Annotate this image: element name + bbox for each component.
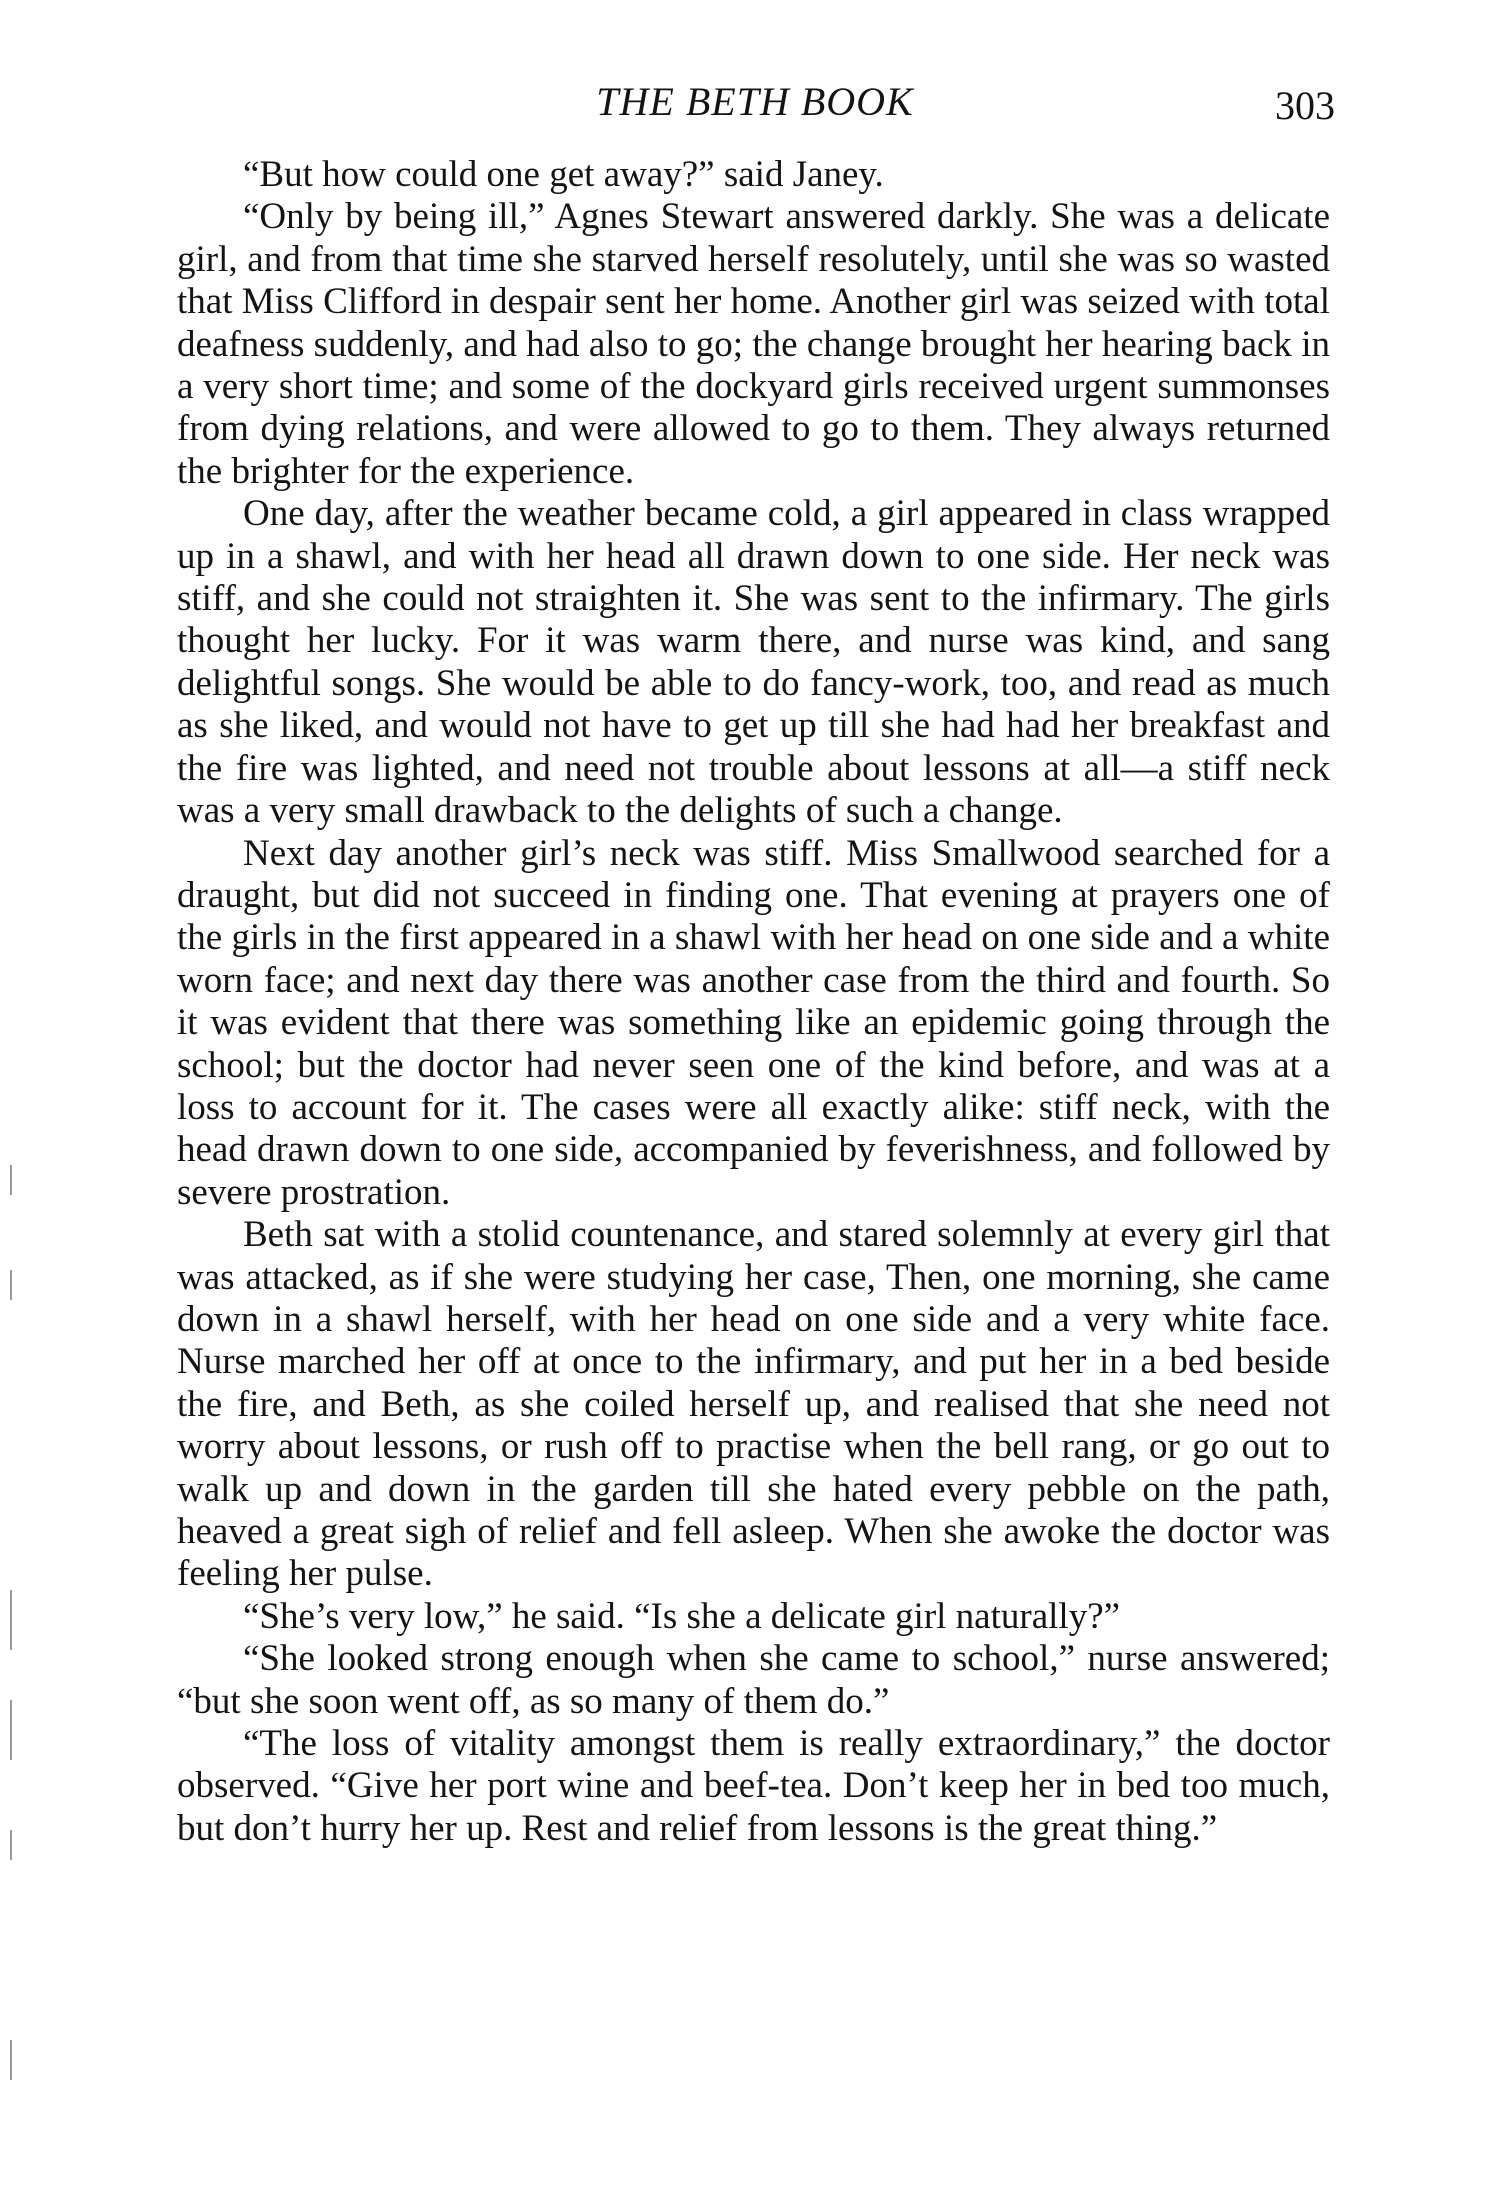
scan-edge-mark	[10, 1590, 12, 1650]
paragraph: “But how could one get away?” said Janey.	[243, 154, 884, 195]
paragraph: “She’s very low,” he said. “Is she a delicate girl naturally?”	[243, 1595, 1121, 1637]
scan-edge-mark	[10, 1270, 12, 1300]
paragraph: One day, after the weather became cold, a girl appeared in class wrapped up in a shawl, and with her head all drawn down to one side. Her neck was stiff, and she could not straighten it. She was sent to the infirmary. The girls thought her lucky. For it was warm there, and nurse was kind, and sang delightful songs. She would be able to do fancy-work, too, and read as much as she liked, and would not have to get up till she had had her breakfast and the fire was lighted, and need not trouble about lessons at all—a stiff neck was a very small drawback to the delights of such a change.	[177, 493, 1330, 832]
running-head	[175, 72, 1335, 132]
paragraph: Beth sat with a stolid countenance, and stared solemnly at every girl that was attacked, as if she were studying her case, Then, one morning, she came down in a shawl herself, with her head on one side and a very white face. Nurse marched her off at once to the infirmary, and put her in a bed beside the fire, and Beth, as she coiled herself up, and realised that she need not worry about lessons, or rush off to practise when the bell rang, or go out to walk up and down in the garden till she hated every pebble on the path, heaved a great sigh of relief and fell asleep. When she awoke the doctor was feeling her pulse.	[177, 1214, 1330, 1595]
body-text	[177, 154, 1330, 1850]
scan-edge-mark	[10, 2040, 12, 2080]
paragraph: Next day another girl’s neck was stiff. Miss Smallwood searched for a draught, but did not succeed in finding one. That evening at prayers one of the girls in the first appeared in a shawl with her head on one side and a white worn face; and next day there was another case from the third and fourth. So it was evident that there was something like an epidemic going through the school; but the doctor had never seen one of the kind before, and was at a loss to account for it. The cases were all exactly alike: stiff neck, with the head drawn down to one side, accompanied by feverishness, and followed by severe prostration.	[177, 832, 1330, 1213]
page-number: 303	[1275, 83, 1335, 128]
scan-edge-mark	[10, 1165, 12, 1195]
paragraph: “Only by being ill,” Agnes Stewart answered darkly. She was a delicate girl, and from that time she starved herself resolutely, until she was so wasted that Miss Clifford in despair sent her home. Another girl was seized with total deafness suddenly, and had also to go; the change brought her hearing back in a very short time; and some of the dockyard girls received urgent summonses from dying relations, and were allowed to go to them. They always returned the brighter for the experience.	[177, 196, 1330, 492]
scan-edge-mark	[10, 1830, 12, 1860]
scan-edge-mark	[10, 1700, 12, 1760]
running-title: THE BETH BOOK	[596, 79, 914, 124]
paragraph: “She looked strong enough when she came to school,” nurse answered; “but she soon went off, as so many of them do.”	[177, 1638, 1330, 1722]
paragraph: “The loss of vitality amongst them is really extraordinary,” the doctor observed. “Give her port wine and beef-tea. Don’t keep her in bed too much, but don’t hurry her up. Rest and relief from lessons is the great thing.”	[177, 1723, 1330, 1849]
